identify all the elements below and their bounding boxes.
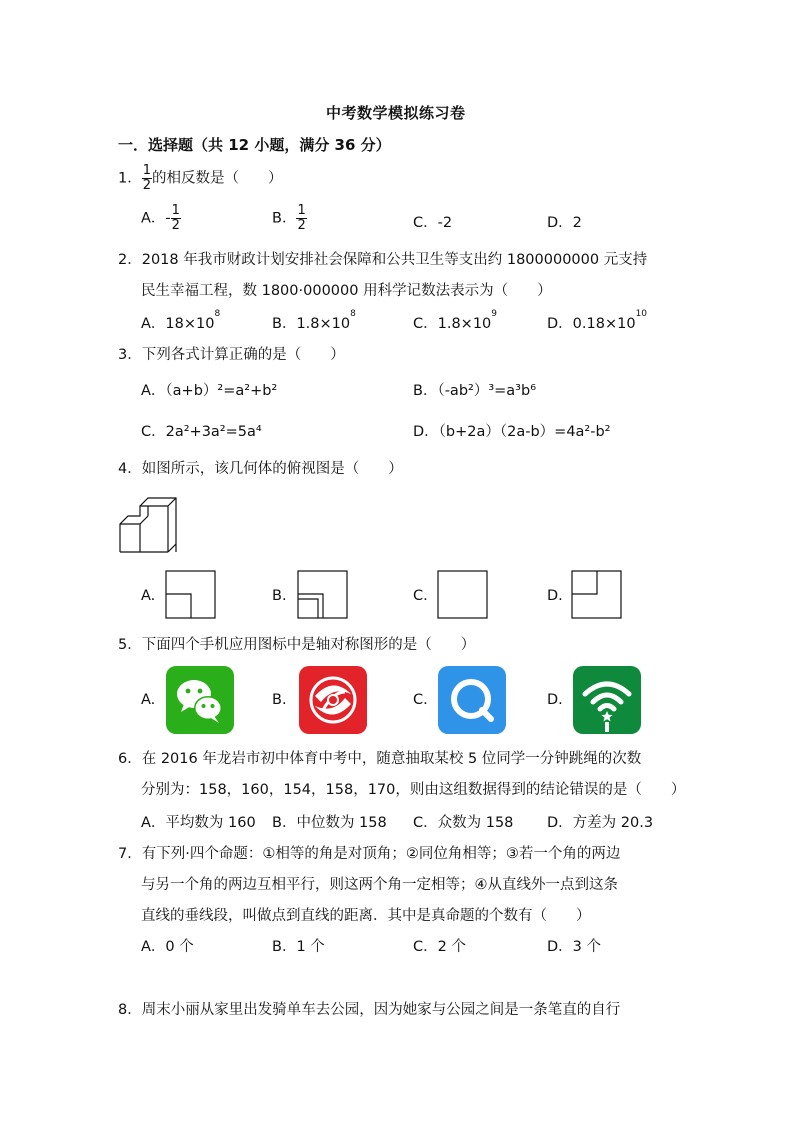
question-1-option-a: A．- $\frac{1}{2}$ bbox=[141, 203, 180, 233]
question-4-stem: 4．如图所示，该几何体的俯视图是（ ） bbox=[118, 461, 403, 477]
question-6-option-a: A．平均数为 160 bbox=[141, 815, 256, 831]
question-1-option-b: B． $\frac{1}{2}$ bbox=[272, 203, 306, 233]
question-6-option-b: B．中位数为 158 bbox=[272, 815, 387, 831]
top-view-option-d bbox=[571, 570, 623, 620]
question-8-line-1: 8．周末小丽从家里出发骑单车去公园，因为她家与公园之间是一条笔直的自行 bbox=[118, 1002, 621, 1018]
question-3-option-d: D．（b+2a）（2a-b）=4a²-b² bbox=[413, 424, 611, 440]
q-app-icon bbox=[438, 666, 506, 734]
question-2-line-2: 民生幸福工程，数 1800·000000 用科学记数法表示为（ ） bbox=[141, 283, 552, 299]
question-7-option-b: B．1 个 bbox=[272, 939, 325, 955]
question-4-option-b-label: B. bbox=[272, 588, 287, 604]
question-3-option-a: A．（a+b）²=a²+b² bbox=[141, 383, 278, 399]
question-3-option-c: C．2a²+3a²=5a⁴ bbox=[141, 424, 262, 440]
question-4-option-c-label: C. bbox=[413, 588, 428, 604]
question-5-option-a-label: A. bbox=[141, 692, 156, 708]
question-5-stem: 5．下面四个手机应用图标中是轴对称图形的是（ ） bbox=[118, 637, 476, 653]
phoenix-app-icon bbox=[299, 666, 367, 734]
question-2-option-d: D．$0.18\times 10^{10}$ bbox=[547, 309, 648, 332]
question-1-option-c: C．-2 bbox=[413, 215, 453, 231]
wifi-signal-icon bbox=[573, 666, 641, 734]
question-1-option-d: D．2 bbox=[547, 215, 582, 231]
question-5-option-c-label: C. bbox=[413, 692, 428, 708]
top-view-option-c bbox=[437, 570, 489, 620]
question-4-option-d-label: D. bbox=[547, 588, 563, 604]
question-6-option-c: C．众数为 158 bbox=[413, 815, 514, 831]
section-heading: 一．选择题（共 12 小题，满分 36 分） bbox=[118, 136, 391, 154]
fraction-one-half: $\frac{1}{2}$ bbox=[142, 163, 152, 193]
page-title: 中考数学模拟练习卷 bbox=[326, 104, 466, 122]
question-1-text: 的相反数是（ ） bbox=[152, 170, 283, 187]
top-view-option-a bbox=[165, 570, 217, 620]
question-6-line-1: 6．在 2016 年龙岩市初中体育中考中，随意抽取某校 5 位同学一分钟跳绳的次数 bbox=[118, 751, 642, 767]
question-7-line-2: 与另一个角的两边互相平行，则这两个角一定相等；④从直线外一点到这条 bbox=[141, 877, 618, 893]
question-2-line-1: 2．2018 年我市财政计划安排社会保障和公共卫生等支出约 1800000000 元支持 bbox=[118, 252, 648, 268]
question-1-number: 1． bbox=[118, 170, 142, 187]
question-5-option-d-label: D. bbox=[547, 692, 563, 708]
solid-3d-figure bbox=[116, 488, 188, 556]
question-7-option-a: A．0 个 bbox=[141, 939, 194, 955]
question-5-option-b-label: B. bbox=[272, 692, 287, 708]
wifi-app-icon bbox=[573, 666, 641, 734]
wechat-bubbles-icon bbox=[166, 666, 234, 734]
question-2-option-a: A．$18\times 10^8$ bbox=[141, 309, 221, 332]
question-6-line-2: 分别为：158，160，154，158，170，则由这组数据得到的结论错误的是（ ） bbox=[141, 782, 686, 798]
q-letter-icon bbox=[438, 666, 506, 734]
top-view-option-b bbox=[297, 570, 349, 620]
question-3-option-b: B．（-ab²）³=a³b⁶ bbox=[413, 383, 537, 399]
question-7-option-c: C．2 个 bbox=[413, 939, 466, 955]
wechat-app-icon bbox=[166, 666, 234, 734]
question-2-option-b: B．$1.8\times 10^8$ bbox=[272, 309, 356, 332]
phoenix-swirl-icon bbox=[299, 666, 367, 734]
question-2-option-c: C．$1.8\times 10^9$ bbox=[413, 309, 498, 332]
question-7-option-d: D．3 个 bbox=[547, 939, 601, 955]
question-1-stem bbox=[118, 164, 283, 193]
question-6-option-d: D．方差为 20.3 bbox=[547, 815, 654, 831]
question-4-option-a-label: A. bbox=[141, 588, 156, 604]
question-7-line-1: 7．有下列·四个命题：①相等的角是对顶角；②同位角相等；③若一个角的两边 bbox=[118, 846, 621, 862]
question-3-stem: 3．下列各式计算正确的是（ ） bbox=[118, 347, 345, 363]
question-7-line-3: 直线的垂线段，叫做点到直线的距离．其中是真命题的个数有（ ） bbox=[141, 908, 591, 924]
